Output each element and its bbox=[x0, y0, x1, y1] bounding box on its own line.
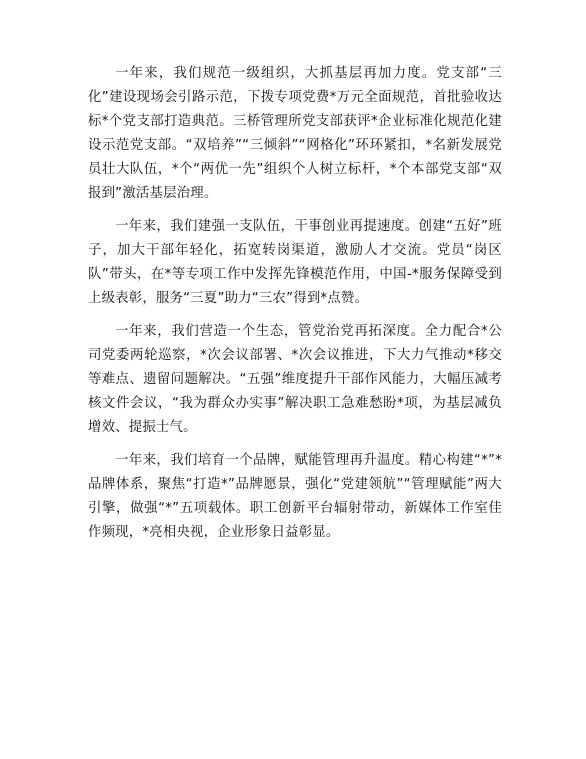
paragraph-brand: 一年来，我们培育一个品牌，赋能管理再升温度。精心构建“*”*品牌体系，聚焦“打造*”品牌愿景，强化“党建领航”“管理赋能”两大引擎，做强“*”五项载体。职工创新平台辐射带动，新媒体工作室佳作频现，*亮相央视，企业形象日益彰显。 bbox=[88, 453, 502, 540]
paragraph-team: 一年来，我们建强一支队伍，干事创业再提速度。创建“五好”班子，加大干部年轻化，拓宽转岗渠道，激励人才交流。党员“岗区队”带头，在*等专项工作中发挥先锋模范作用，中国-*服务保障受到上级表彰，服务“三夏”助力“三农”得到*点赞。 bbox=[88, 219, 502, 306]
document-body bbox=[88, 62, 502, 554]
paragraph-ecology: 一年来，我们营造一个生态，管党治党再拓深度。全力配合*公司党委两轮巡察，*次会议部署、*次会议推进，下大力气推动*移交等难点、遗留问题解决。“五强”维度提升干部作风能力，大幅压减考核文件会议，“我为群众办实事”解决职工急难愁盼*项，为基层减负增效、提振士气。 bbox=[88, 324, 502, 435]
paragraph-organization: 一年来，我们规范一级组织，大抓基层再加力度。党支部“三化”建设现场会引路示范，下拨专项党费*万元全面规范，首批验收达标*个党支部打造典范。三桥管理所党支部获评*企业标准化规范化建设示范党支部。“双培养”“三倾斜”“网格化”环环紧扣，*名新发展党员壮大队伍，*个“两优一先”组织个人树立标杆，*个本部党支部“双报到”激活基层治理。 bbox=[88, 66, 502, 201]
